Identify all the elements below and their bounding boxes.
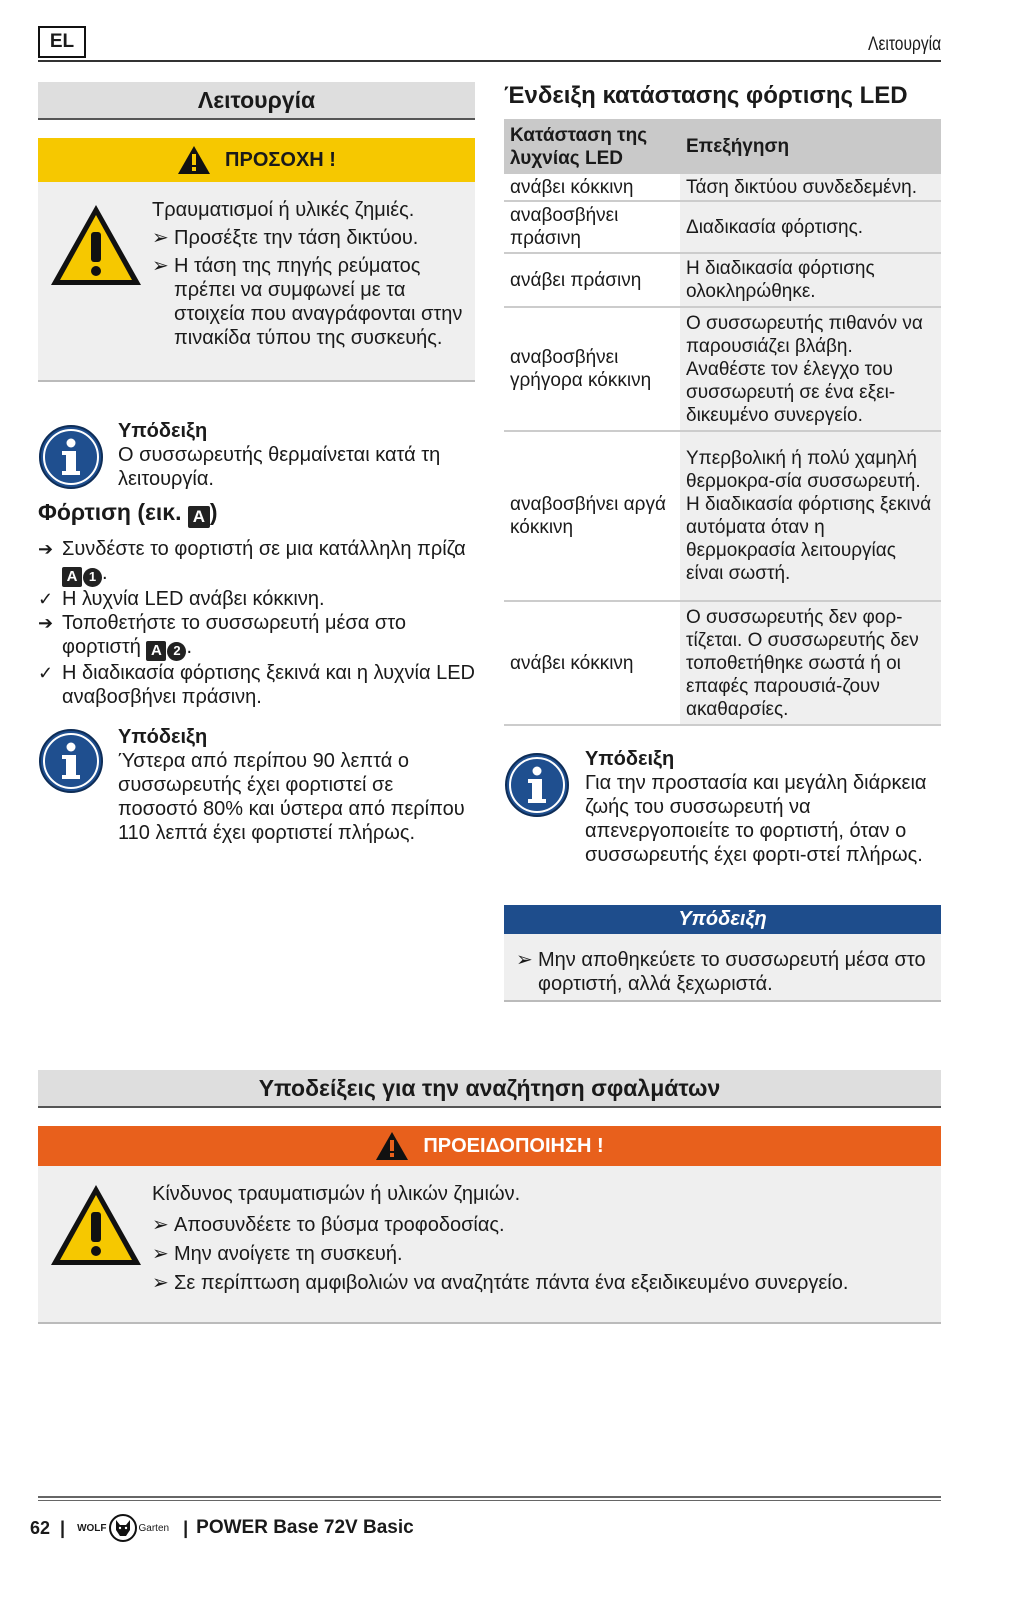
caution-label: ΠΡΟΣΟΧΗ !: [225, 148, 336, 171]
warning-large-icon: [48, 1182, 144, 1268]
info-icon: [38, 728, 104, 794]
table-row: αναβοσβήνει γρήγορα κόκκινη Ο συσσωρευτής πιθανόν να παρουσιάζει βλάβη. Αναθέστε τον έλεγχο του συσσωρευτή σε ένα εξει-δικευμένο συνεργείο.: [504, 307, 941, 431]
hint-title: Υπόδειξη: [118, 726, 208, 748]
hint-title: Υπόδειξη: [118, 420, 208, 442]
brand-wolf-text: WOLF: [77, 1522, 107, 1534]
hint-block: [118, 420, 478, 491]
footer: 62 | WOLF Garten | POWER Base 72V Basic: [30, 1515, 414, 1541]
table-header: Επεξήγηση: [680, 119, 941, 174]
caution-item: ➢ Προσέξτε την τάση δικτύου.: [152, 227, 419, 249]
step-result: ✓ Η λυχνία LED ανάβει κόκκινη.: [38, 588, 325, 610]
caution-header: [38, 138, 475, 182]
warning-intro: Κίνδυνος τραυματισμών ή υλικών ζημιών.: [152, 1183, 521, 1205]
notice-item: ➢ Μην αποθηκεύετε το συσσωρευτή μέσα στο φορτιστή, αλλά ξεχωριστά.: [516, 949, 926, 995]
header-section-title: Λειτουργία: [867, 34, 941, 55]
warning-header: [38, 1126, 941, 1166]
figure-badge: A: [62, 567, 82, 587]
warning-label: ΠΡΟΕΙΔΟΠΟΙΗΣΗ !: [423, 1134, 604, 1157]
footer-rule: [38, 1500, 941, 1501]
hint-text: Ύστερα από περίπου 90 λεπτά ο συσσωρευτής έχει φορτιστεί σε ποσοστό 80% και ύστερα από περίπου 110 λεπτά έχει φορτιστεί πλήρως.: [118, 750, 465, 844]
step-action: ➔ Συνδέστε το φορτιστή σε μια κατάλληλη πρίζα A 1 .: [38, 538, 466, 585]
hint-text: Ο συσσωρευτής θερμαίνεται κατά τη λειτουργία.: [118, 444, 441, 490]
caution-intro: Τραυματισμοί ή υλικές ζημιές.: [152, 199, 415, 221]
table-row: ανάβει κόκκινη Τάση δικτύου συνδεδεμένη.: [504, 174, 941, 201]
warning-item: ➢ Σε περίπτωση αμφιβολιών να αναζητάτε πάντα ένα εξειδικευμένο συνεργείο.: [152, 1272, 849, 1294]
brand-garten-text: Garten: [138, 1522, 170, 1534]
warning-item: ➢ Αποσυνδέετε το βύσμα τροφοδοσίας.: [152, 1214, 505, 1236]
warning-triangle-icon: [375, 1131, 409, 1161]
table-header: Κατάσταση της λυχνίας LED: [504, 119, 680, 174]
troubleshooting-heading: [38, 1070, 941, 1108]
caution-text: [152, 198, 472, 350]
table-row: αναβοσβήνει αργά κόκκινη Υπερβολική ή πολύ χαμηλή θερμοκρα-σία συσσωρευτή. Η διαδικασία φόρτισης ξεκινά αυτόματα όταν η θερμοκρασία λειτουργίας είναι σωστή.: [504, 431, 941, 601]
warning-body: [38, 1166, 941, 1324]
hint-text: Για την προστασία και μεγάλη διάρκεια ζωής του συσσωρευτή να απενεργοποιείτε το φορτιστή, όταν ο συσσωρευτής έχει φορτι-στεί πλήρως.: [585, 772, 927, 866]
table-row: αναβοσβήνει πράσινη Διαδικασία φόρτισης.: [504, 201, 941, 253]
product-name: POWER Base 72V Basic: [196, 1517, 414, 1538]
led-status-heading: Ένδειξη κατάστασης φόρτισης LED: [504, 82, 908, 109]
step-action: ➔ Τοποθετήστε το συσσωρευτή μέσα στο φορτιστή A 2 .: [38, 612, 406, 659]
hint-block: [118, 726, 478, 845]
table-row: ανάβει κόκκινη Ο συσσωρευτής δεν φορ-τίζεται. Ο συσσωρευτής δεν τοποθετήθηκε σωστά ή οι επαφές παρουσιά-ζουν ακαθαρσίες.: [504, 601, 941, 725]
charging-steps: [38, 537, 478, 709]
language-badge: EL: [38, 26, 86, 58]
operation-heading-text: Λειτουργία: [197, 86, 316, 113]
step-number-badge: 2: [167, 642, 186, 661]
caution-body: [38, 182, 475, 382]
figure-badge: A: [188, 506, 210, 528]
hint-block: [585, 748, 937, 867]
warning-triangle-icon: [177, 145, 211, 175]
caution-item: ➢ Η τάση της πηγής ρεύματος πρέπει να συμφωνεί με τα στοιχεία που αναγράφονται στην πινακίδα τύπου της συσκευής.: [152, 255, 463, 349]
page-number: 62: [30, 1517, 51, 1538]
header-rule: [38, 60, 941, 62]
info-icon: [38, 424, 104, 490]
hint-title: Υπόδειξη: [585, 748, 675, 770]
wolf-logo-icon: [109, 1514, 137, 1542]
info-icon: [504, 752, 570, 818]
step-number-badge: 1: [83, 568, 102, 587]
step-result: ✓ Η διαδικασία φόρτισης ξεκινά και η λυχνία LED αναβοσβήνει πράσινη.: [38, 662, 475, 708]
troubleshooting-heading-text: Υποδείξεις για την αναζήτηση σφαλμάτων: [258, 1074, 721, 1101]
table-row: ανάβει πράσινη Η διαδικασία φόρτισης ολοκληρώθηκε.: [504, 253, 941, 307]
footer-rule: [38, 1496, 941, 1498]
led-status-table: [504, 119, 941, 726]
caution-large-warning-icon: [48, 202, 144, 288]
charging-heading: Φόρτιση (εικ. A ): [38, 499, 218, 526]
warning-text: [152, 1182, 912, 1295]
notice-header: Υπόδειξη: [504, 905, 941, 934]
notice-body: [504, 934, 941, 1002]
operation-heading: [38, 82, 475, 120]
figure-badge: A: [146, 641, 166, 661]
warning-item: ➢ Μην ανοίγετε τη συσκευή.: [152, 1243, 403, 1265]
